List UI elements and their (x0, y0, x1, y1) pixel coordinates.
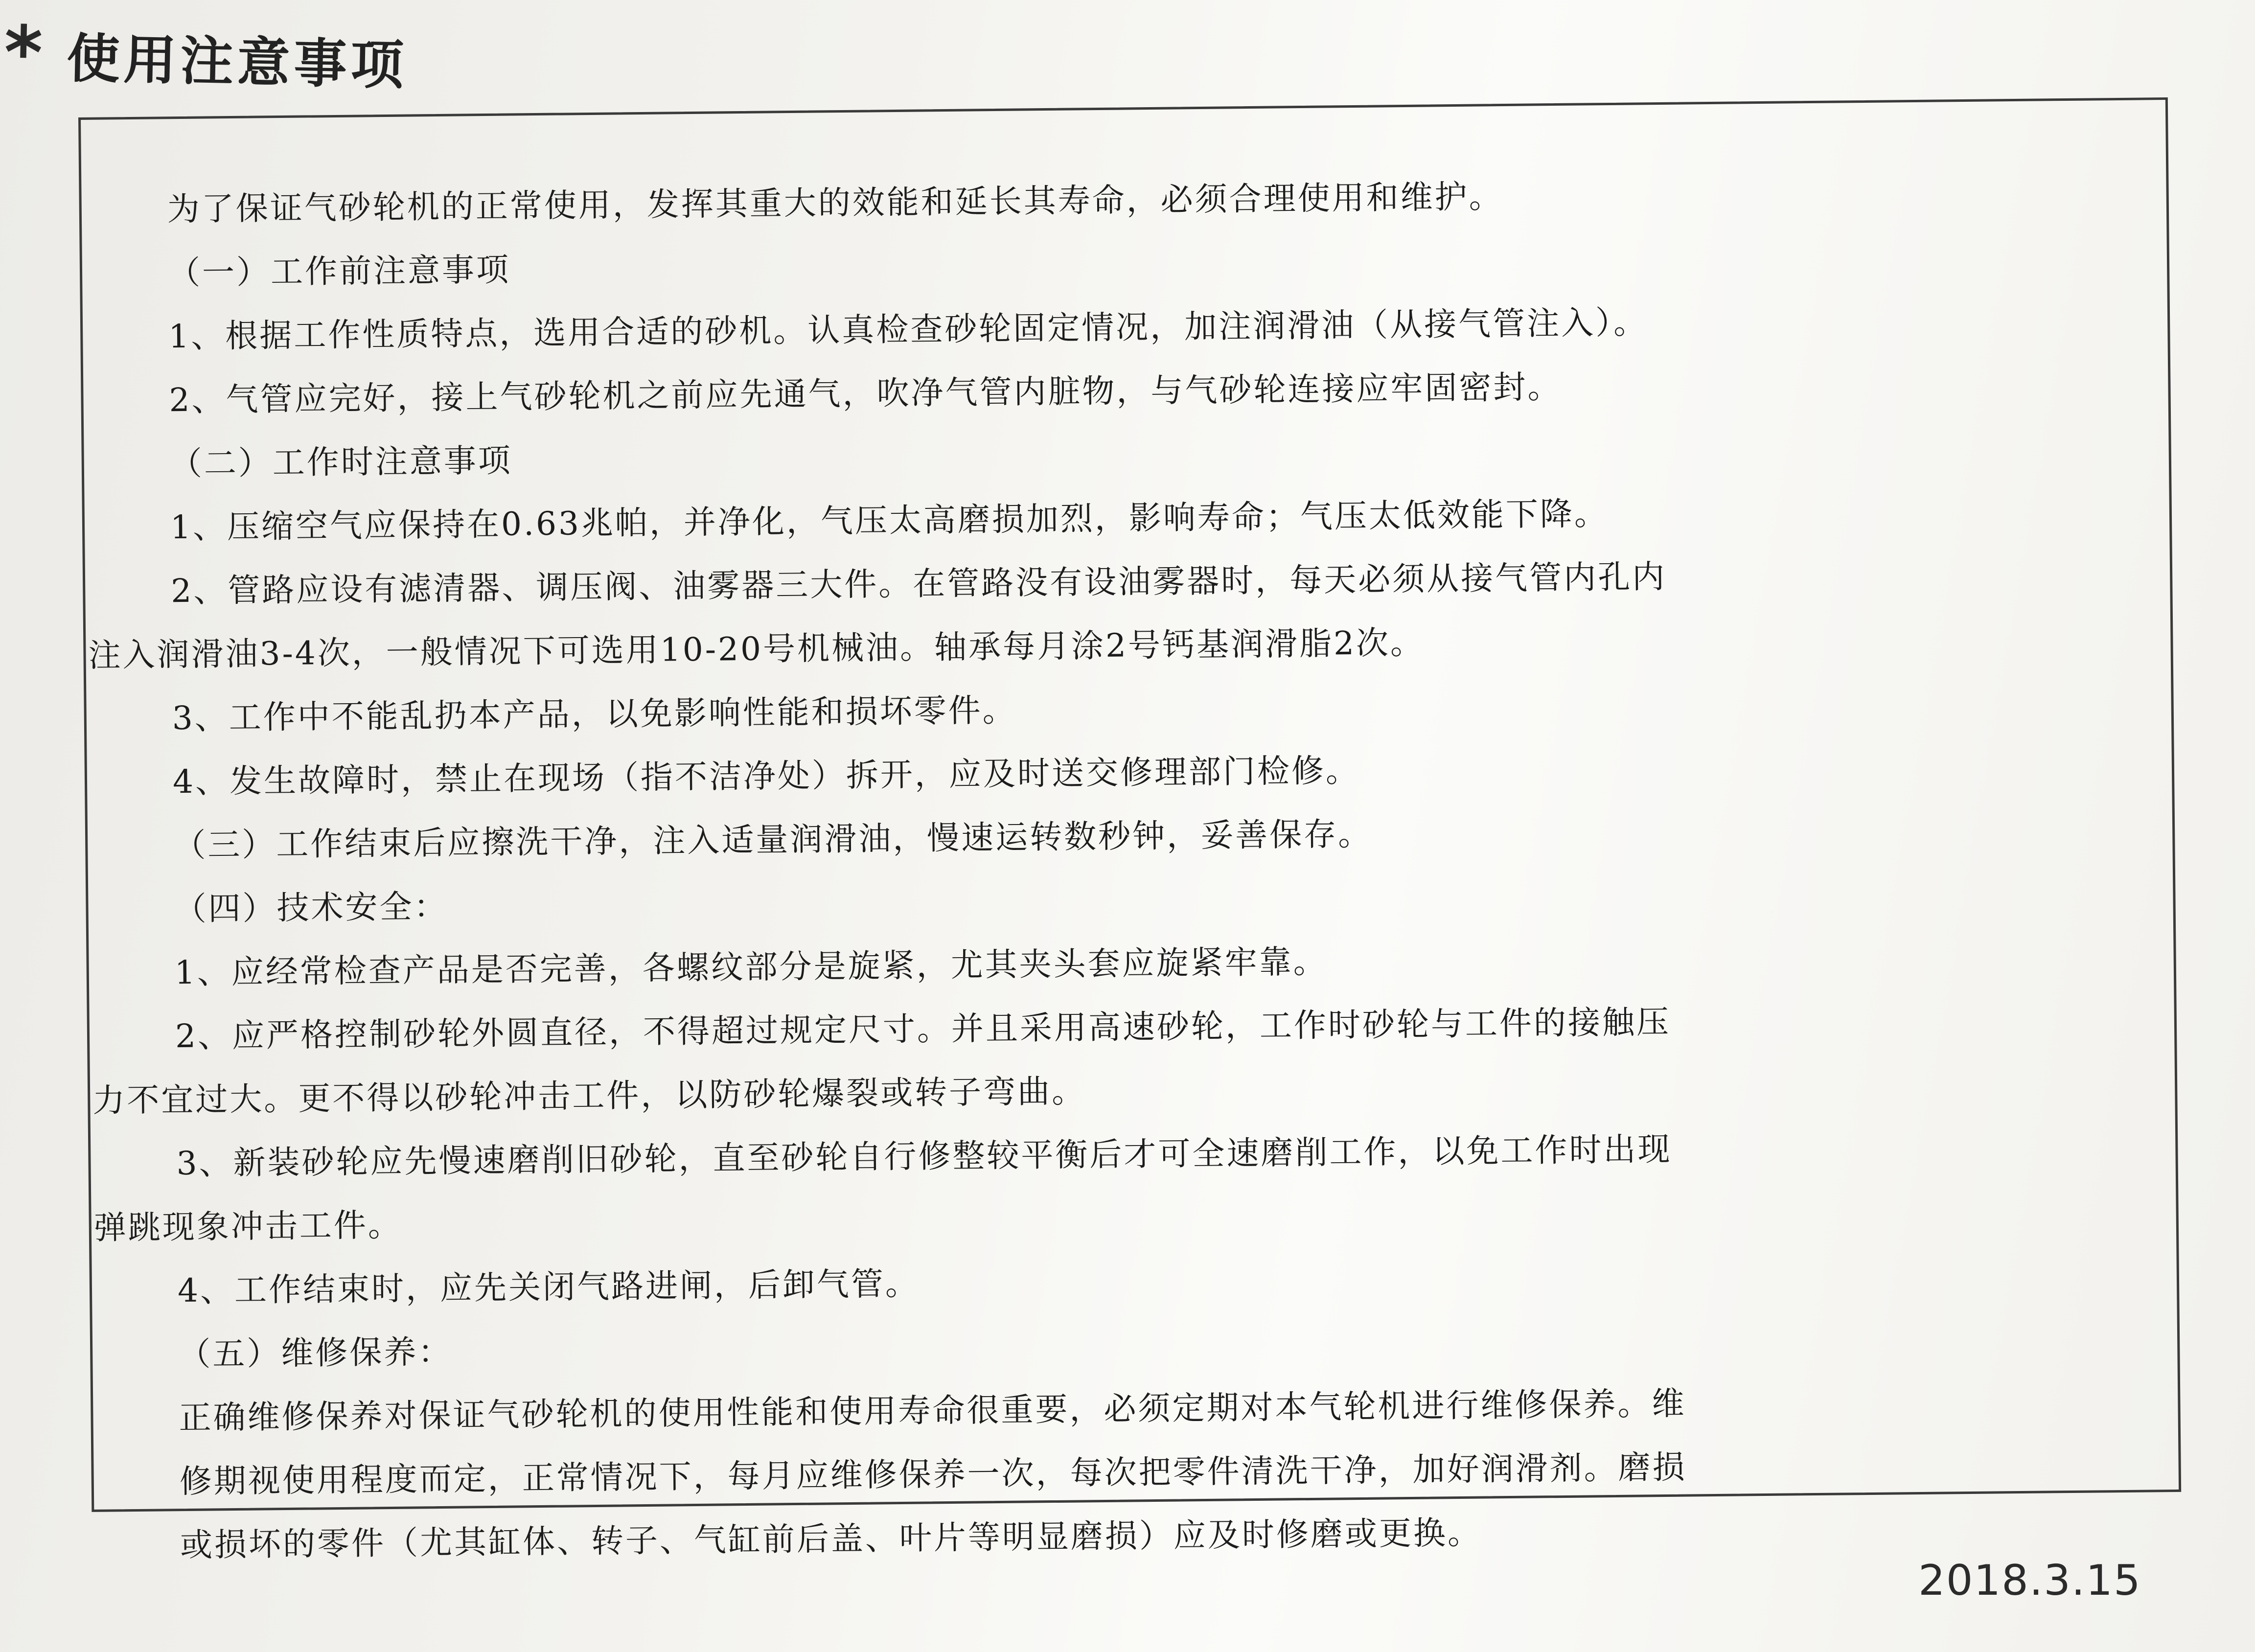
header (3, 10, 409, 99)
intro-line: 为了保证气砂轮机的正常使用，发挥其重大的效能和延长其寿命，必须合理使用和维护。 (167, 178, 1504, 229)
text-line: 3、工作中不能乱扔本产品，以免影响性能和损坏零件。 (172, 691, 1017, 737)
text-line: 弹跳现象冲击工件。 (93, 1206, 403, 1247)
text-line: 1、应经常检查产品是否完善，各螺纹部分是旋紧，尤其夹头套应旋紧牢靠。 (174, 942, 1328, 992)
text-line: 2、应严格控制砂轮外圆直径，不得超过规定尺寸。并且采用高速砂轮，工作时砂轮与工件的接触压 (175, 1003, 1671, 1055)
asterisk-icon: * (3, 10, 44, 96)
section-heading-4: （四）技术安全： (174, 887, 448, 928)
text-line: 1、根据工作性质特点，选用合适的砂机。认真检查砂轮固定情况，加注润滑油（从接气管注入）。 (168, 303, 1648, 356)
notice-content (88, 159, 2186, 1577)
text-line: 3、新装砂轮应先慢速磨削旧砂轮，直至砂轮自行修整较平衡后才可全速磨削工作，以免工作时出现 (176, 1130, 1672, 1183)
text-line: 正确维修保养对保证气砂轮机的使用性能和使用寿命很重要，必须定期对本气轮机进行维修保养。维 (179, 1384, 1686, 1437)
section-heading-2: （二）工作时注意事项 (169, 441, 513, 483)
text-line: 4、工作结束时，应先关闭气路进闸，后卸气管。 (177, 1264, 920, 1310)
text-line: 2、气管应完好，接上气砂轮机之前应先通气，吹净气管内脏物，与气砂轮连接应牢固密封。 (169, 367, 1562, 419)
date-label: 2018.3.15 (1918, 1556, 2141, 1605)
text-line: 4、发生故障时，禁止在现场（指不洁净处）拆开，应及时送交修理部门检修。 (172, 751, 1360, 801)
section-heading-5: （五）维修保养： (178, 1332, 453, 1374)
section-heading-3: （三）工作结束后应擦洗干净，注入适量润滑油，慢速运转数秒钟，妥善保存。 (173, 815, 1373, 865)
text-line: 2、管路应设有滤清器、调压阀、油雾器三大件。在管路没有设油雾器时，每天必须从接气管内孔内 (170, 557, 1667, 610)
text-line: 修期视使用程度而定，正常情况下，每月应维修保养一次，每次把零件清洗干净，加好润滑剂。磨损 (179, 1448, 1687, 1501)
notice-frame (78, 97, 2181, 1564)
page-title: 使用注意事项 (66, 28, 408, 97)
text-line: 注入润滑油3-4次，一般情况下可选用10-20号机械油。轴承每月涂2号钙基润滑脂2次。 (88, 623, 1425, 674)
text-line: 或损坏的零件（尤其缸体、转子、气缸前后盖、叶片等明显磨损）应及时修磨或更换。 (180, 1514, 1482, 1564)
section-heading-1: （一）工作前注意事项 (167, 251, 511, 292)
text-line: 1、压缩空气应保持在0.63兆帕，并净化，气压太高磨损加烈，影响寿命；气压太低效能下降。 (170, 495, 1609, 547)
text-line: 力不宜过大。更不得以砂轮冲击工件，以防砂轮爆裂或转子弯曲。 (92, 1072, 1086, 1120)
